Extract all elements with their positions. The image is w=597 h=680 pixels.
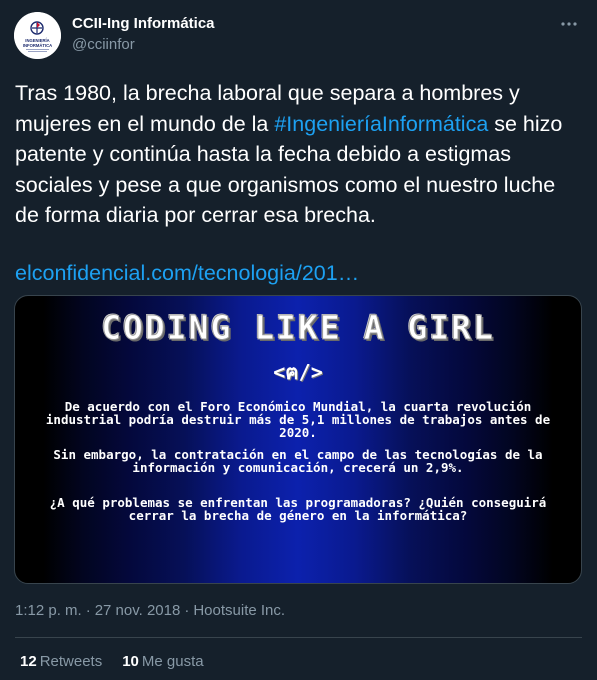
tweet-text-after: se hizo patente y continúa hasta la fecha debido a estigmas sociales y pese a que organismos como el nuestro luche de forma diaria por cerrar esa brecha. [15,111,563,227]
avatar[interactable] [14,12,61,59]
meta-separator: · [85,602,91,619]
more-options-button[interactable] [557,12,581,36]
likes-stat[interactable] [122,653,203,670]
tweet-meta [15,602,285,619]
avatar-logo [14,12,61,59]
retweets-stat[interactable] [20,653,102,670]
user-handle[interactable]: @cciinfor [72,36,135,53]
avatar-text-line2: INFORMÁTICA [22,43,53,48]
likes-count: 10 [122,653,139,670]
display-name[interactable]: CCII-Ing Informática [72,15,215,32]
retweets-label: Retweets [39,653,103,670]
card-title: CODING LIKE A GIRL [101,308,495,347]
card-paragraph-2: Sin embargo, la contratación en el campo de las tecnologías de la información y comunicación, crecerá un 2,9%. [53,447,543,475]
card-paragraph-1: De acuerdo con el Foro Económico Mundial, la cuarta revolución industrial podría destruir más de 5,1 millones de trabajos antes de 2020. [45,399,551,440]
tweet-date[interactable]: 27 nov. 2018 [94,602,181,619]
card-logo: <ฅ/> [273,360,323,384]
tweet-source[interactable]: Hootsuite Inc. [193,602,286,619]
card-paragraph-3: ¿A qué problemas se enfrentan las programadoras? ¿Quién conseguirá cerrar la brecha de género en la informática? [49,495,547,523]
tweet-stats [20,653,204,670]
more-options-icon [560,15,578,33]
divider [15,637,582,638]
tweet-text-before: Tras 1980, la brecha laboral que separa a hombres y mujeres en el mundo de la [15,81,520,136]
meta-separator-2: · [184,602,190,619]
retweets-count: 12 [20,653,37,670]
hashtag-link[interactable]: #IngenieríaInformática [274,111,489,136]
article-link[interactable]: elconfidencial.com/tecnologia/201… [15,261,360,285]
media-card[interactable] [14,295,582,584]
avatar-text-line1: INGENIERÍA [25,38,50,43]
likes-label: Me gusta [141,653,204,670]
tweet-time[interactable]: 1:12 p. m. [15,602,82,619]
tweet-text [15,78,580,231]
